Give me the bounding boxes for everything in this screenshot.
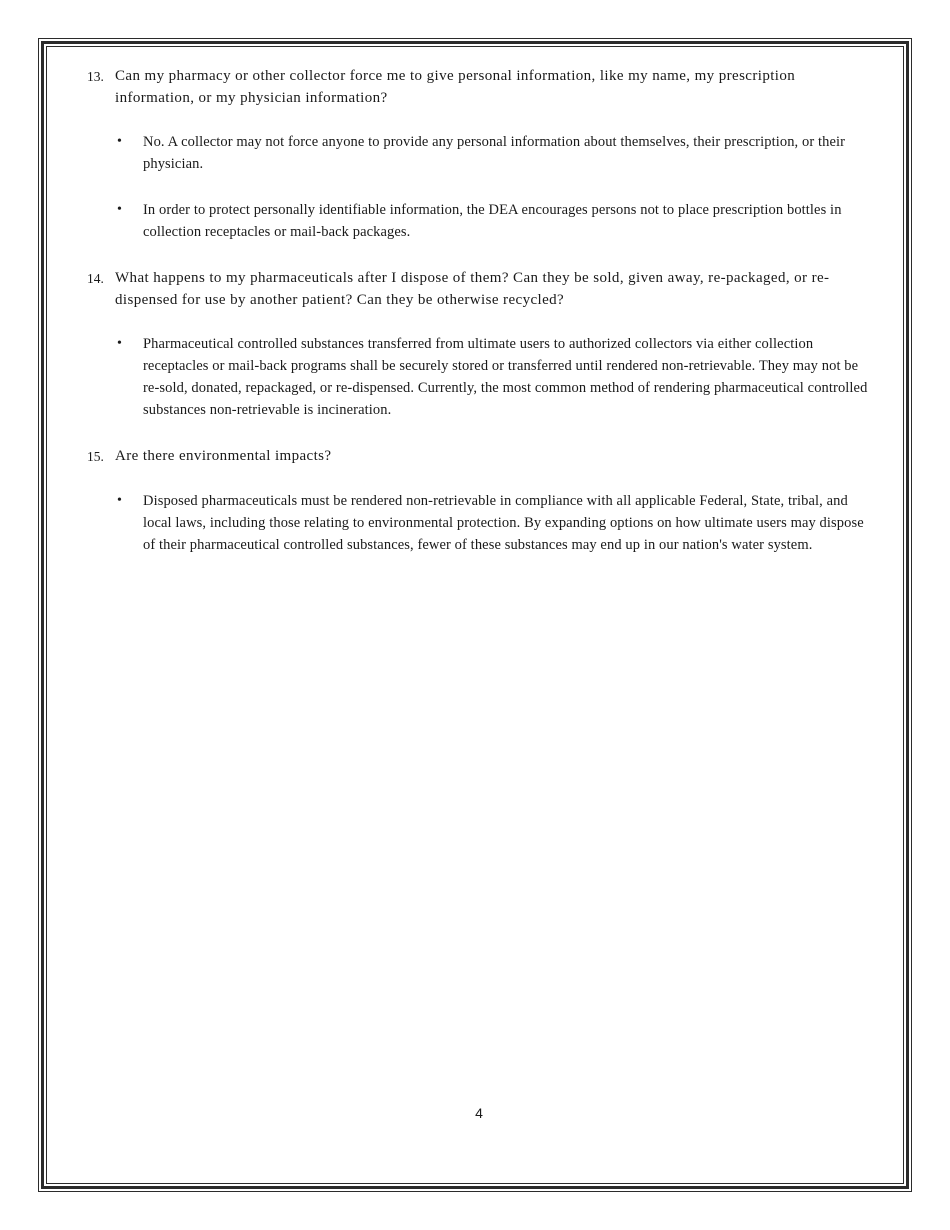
question-row	[87, 445, 871, 468]
faq-item-15	[87, 445, 871, 556]
question-row	[87, 65, 871, 109]
faq-item-13	[87, 65, 871, 243]
answer-bullets	[87, 333, 871, 421]
page-footer	[87, 1105, 871, 1151]
question-row	[87, 267, 871, 311]
question-number: 15.	[87, 449, 104, 464]
page-border-middle	[41, 41, 909, 1189]
bullet-item	[115, 490, 871, 556]
page-number: 4	[475, 1105, 483, 1121]
bullet-text: In order to protect personally identifiable information, the DEA encourages persons not to place prescription bottles in collection receptacles or mail-back packages.	[143, 202, 842, 240]
page-border-outer	[38, 38, 912, 1192]
question-text: What happens to my pharmaceuticals after I dispose of them? Can they be sold, given away, re-packaged, or re-dispensed for use by another patient? Can they be otherwise recycled?	[115, 270, 830, 308]
document-content	[87, 65, 871, 1105]
bullet-icon	[115, 131, 143, 153]
bullet-icon	[115, 333, 143, 355]
question-number: 13.	[87, 69, 104, 84]
bullet-text: Disposed pharmaceuticals must be rendered non-retrievable in compliance with all applicable Federal, State, tribal, and local laws, including those relating to environmental protection. By expanding options on how ultimate users may dispose of their pharmaceutical controlled substances, fewer of these substances may end up in our nation's water system.	[143, 493, 864, 553]
question-number: 14.	[87, 271, 104, 286]
bullet-item	[115, 333, 871, 421]
bullet-item	[115, 199, 871, 243]
answer-bullets	[87, 490, 871, 556]
bullet-icon	[115, 199, 143, 221]
answer-bullets	[87, 131, 871, 243]
bullet-text: Pharmaceutical controlled substances transferred from ultimate users to authorized collectors via either collection receptacles or mail-back programs shall be securely stored or transferred until rendered non-retrievable. They may not be re-sold, donated, repackaged, or re-dispensed. Currently, the most common method of rendering pharmaceutical controlled substances non-retrievable is incineration.	[143, 336, 868, 418]
question-text: Are there environmental impacts?	[115, 448, 332, 464]
page-border-inner	[46, 46, 904, 1184]
bullet-icon	[115, 490, 143, 512]
bullet-item	[115, 131, 871, 175]
question-text: Can my pharmacy or other collector force me to give personal information, like my name, my prescription information, or my physician information?	[115, 68, 796, 106]
faq-item-14	[87, 267, 871, 421]
bullet-text: No. A collector may not force anyone to provide any personal information about themselves, their prescription, or their physician.	[143, 134, 846, 172]
